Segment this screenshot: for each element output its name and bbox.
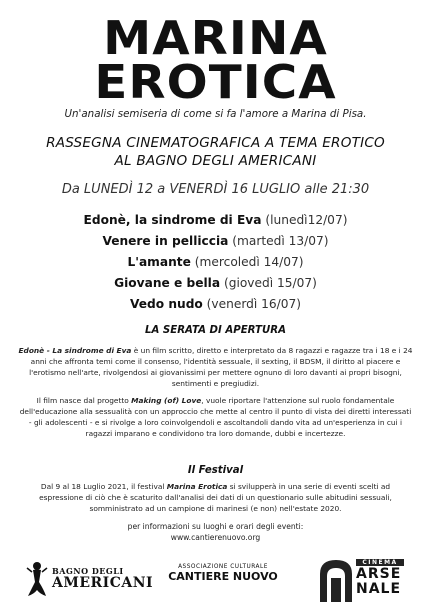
paragraph-text: , vuole riportare l'attenzione sul ruolo fondamentale dell'educazione alla sessualità con un approccio che mette al centro il punto di vista dei diretti interessati - gli adolescenti - e si rivolge a loro coinvolgendoli e ascoltandoli dando vita ad un'esperienza in cui i ragazzi imparano e condividono tra loro domande, dubbi e incertezze. <box>19 396 412 438</box>
title-erotica: EROTICA <box>94 55 337 109</box>
festival-paragraph <box>18 481 413 514</box>
film-date: (martedì 13/07) <box>232 234 329 248</box>
film-title: Vedo nudo <box>129 297 203 311</box>
arsenale-line-1: ARSE <box>356 566 402 582</box>
arch-icon <box>318 558 354 602</box>
opening-paragraph-1 <box>18 345 413 389</box>
film-item <box>0 231 431 252</box>
film-title: L'amante <box>127 255 191 269</box>
date-line: Da LUNEDÌ 12 a VENERDÌ 16 LUGLIO alle 21:30 <box>61 182 370 197</box>
mermaid-icon <box>24 560 50 600</box>
website-link[interactable]: www.cantierenuovo.org <box>170 533 261 542</box>
film-name-emphasis: Edonè - La sindrome di Eva <box>18 346 132 355</box>
info-line: per informazioni su luoghi e orari degli eventi: <box>127 522 304 531</box>
subtitle: Un'analisi semiseria di come si fa l'amore a Marina di Pisa. <box>64 108 367 120</box>
film-item <box>0 273 431 294</box>
info-block <box>18 521 413 543</box>
paragraph-text: Dal 9 al 18 Luglio 2021, il festival <box>40 482 167 491</box>
opening-heading: LA SERATA DI APERTURA <box>144 325 286 336</box>
cantiere-nuovo-logo <box>168 564 278 583</box>
film-item <box>0 252 431 273</box>
cantiere-main-text: CANTIERE NUOVO <box>168 570 278 583</box>
film-title: Venere in pelliccia <box>102 234 229 248</box>
film-list <box>0 210 431 315</box>
opening-paragraph-2 <box>18 395 413 439</box>
festival-heading: Il Festival <box>187 465 244 476</box>
project-name-emphasis: Making (of) Love <box>131 396 202 405</box>
bagno-degli-americani-logo <box>24 560 154 600</box>
paragraph-text: Il film nasce dal progetto <box>36 396 132 405</box>
film-item <box>0 294 431 315</box>
paragraph-text: si svilupperà in una serie di eventi scelti ad espressione di ciò che è scaturito dall'analisi dei dati di un questionario sulle abitudini sessuali, somministrato ad un campione di marinesi (e non) nell'estate 2020. <box>39 482 392 513</box>
film-title: Edonè, la sindrome di Eva <box>83 213 262 227</box>
bagno-bottom-text: AMERICANI <box>52 575 154 591</box>
title-marina: MARINA <box>103 11 328 65</box>
film-title: Giovane e bella <box>114 276 221 290</box>
film-date: (venerdì 16/07) <box>206 297 302 311</box>
arsenale-line-2: NALE <box>356 581 402 597</box>
logo-strip <box>0 558 431 602</box>
bagno-top-text: BAGNO DEGLI <box>52 566 124 576</box>
film-item <box>0 210 431 231</box>
arsenale-top-text: CINEMA <box>356 559 404 566</box>
paragraph-text: è un film scritto, diretto e interpretato da 8 ragazzi e ragazze tra i 18 e i 24 anni che affronta temi come il consenso, l'identità sessuale, il sexting, il BDSM, il diritto al piacere e l'erotismo nell'arte, rivolgendosi ai giovanissimi per mettere ognuno di loro davanti ai propri bisogni, sentimenti e pregiudizi. <box>29 346 413 388</box>
rassegna-line-1: RASSEGNA CINEMATOGRAFICA A TEMA EROTICO <box>46 135 385 151</box>
cantiere-small-text: ASSOCIAZIONE CULTURALE <box>178 564 268 570</box>
rassegna-line-2: AL BAGNO DEGLI AMERICANI <box>114 153 317 169</box>
rassegna-heading <box>0 134 431 170</box>
film-date: (mercoledì 14/07) <box>194 255 304 269</box>
film-date: (lunedì12/07) <box>265 213 348 227</box>
festival-name-emphasis: Marina Erotica <box>166 482 228 491</box>
cinema-arsenale-logo <box>318 558 408 602</box>
film-date: (giovedì 15/07) <box>223 276 317 290</box>
